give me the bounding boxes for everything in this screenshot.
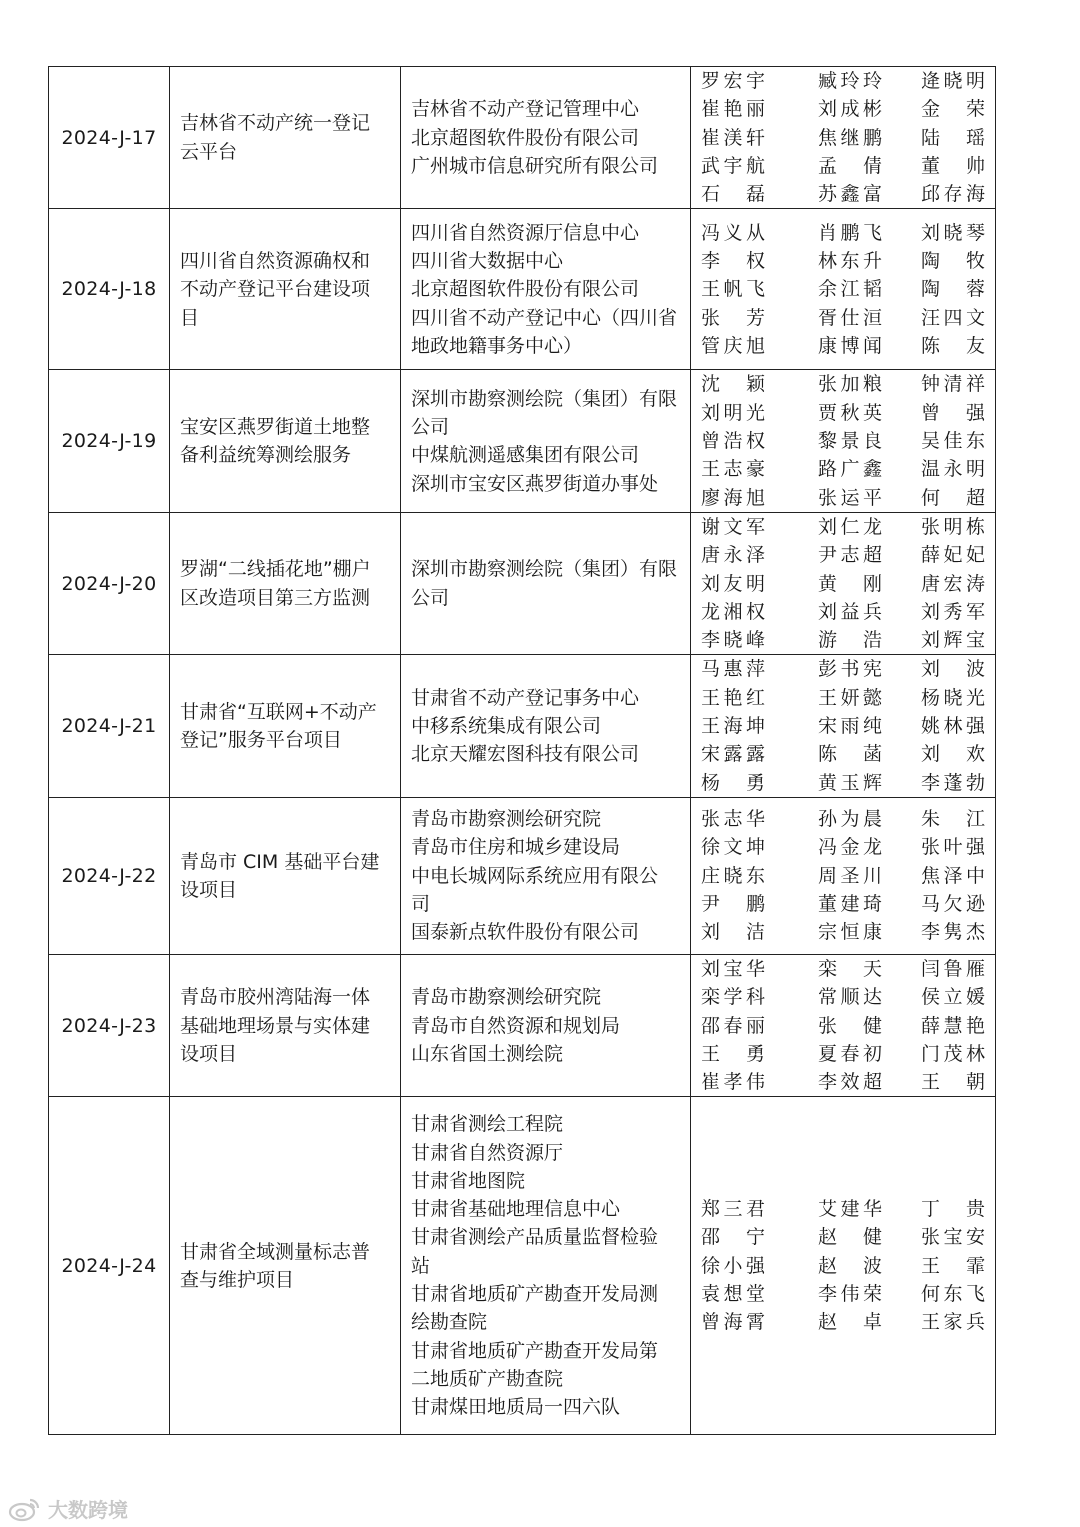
project-people	[691, 797, 996, 954]
people-row	[701, 455, 985, 483]
person-name: 刘辉宝	[921, 629, 985, 652]
person-name: 刘明光	[701, 401, 765, 424]
people-row	[701, 124, 985, 152]
organization-line: 青岛市自然资源和规划局	[411, 1014, 621, 1037]
organization-line: 北京超图软件股份有限公司	[411, 126, 640, 149]
person-name: 徐文坤	[701, 836, 765, 859]
person-name: 李伟荣	[818, 1283, 882, 1306]
person-name: 焦继鹏	[818, 126, 882, 149]
project-row	[49, 797, 996, 954]
people-row	[701, 684, 985, 712]
project-name-line: 甘肃省“互联网+不动产	[180, 700, 377, 723]
person-name: 崔艳丽	[701, 98, 765, 121]
person-name: 沈 颖	[701, 373, 765, 396]
person-name: 黄玉辉	[818, 771, 882, 794]
person-name: 徐小强	[701, 1254, 765, 1277]
person-name: 郑三君	[701, 1198, 765, 1221]
person-name: 尹志超	[818, 544, 882, 567]
person-name: 王家兵	[921, 1311, 985, 1334]
people-row	[701, 247, 985, 275]
project-people	[691, 1097, 996, 1435]
project-name-line: 罗湖“二线插花地”棚户	[180, 558, 371, 581]
organization-line: 甘肃省测绘工程院	[411, 1113, 564, 1136]
organization-line: 北京天耀宏图科技有限公司	[411, 743, 640, 766]
organization-line: 甘肃省地质矿产勘查开发局测	[411, 1283, 659, 1306]
organization-line: 中煤航测遥感集团有限公司	[411, 444, 640, 467]
organization-line: 中移系统集成有限公司	[411, 715, 602, 738]
person-name: 常顺达	[818, 986, 882, 1009]
person-name: 逄晓明	[921, 70, 985, 92]
project-row	[49, 67, 996, 209]
people-row	[701, 769, 985, 797]
organization-line: 二地质矿产勘查院	[411, 1367, 564, 1390]
organization-line: 青岛市勘察测绘研究院	[411, 808, 602, 831]
person-name: 夏春初	[818, 1042, 882, 1065]
people-row	[701, 740, 985, 768]
project-name-line: 云平台	[180, 140, 238, 163]
project-name	[170, 209, 401, 370]
person-name: 赵 波	[818, 1254, 882, 1277]
project-name-line: 目	[180, 306, 200, 329]
people-row	[701, 304, 985, 332]
person-name: 罗宏宇	[701, 70, 765, 92]
person-name: 黎景良	[818, 430, 882, 453]
project-name-line: 查与维护项目	[180, 1268, 295, 1291]
person-name: 庄晓东	[701, 864, 765, 887]
people-row	[701, 484, 985, 512]
project-name-line: 备利益统筹测绘服务	[180, 444, 352, 467]
person-name: 李蓬勃	[921, 771, 985, 794]
person-name: 宗恒康	[818, 921, 882, 944]
person-name: 刘仁龙	[818, 515, 882, 538]
person-name: 陈 友	[921, 334, 985, 357]
person-name: 臧玲玲	[818, 70, 882, 92]
person-name: 刘 欢	[921, 743, 985, 766]
person-name: 张 健	[818, 1014, 882, 1037]
person-name: 薛妃妃	[921, 544, 985, 567]
project-row	[49, 512, 996, 654]
person-name: 刘 洁	[701, 921, 765, 944]
person-name: 温永明	[921, 458, 985, 481]
person-name: 王海坤	[701, 715, 765, 738]
person-name: 马欠逊	[921, 893, 985, 916]
person-name: 杨晓光	[921, 686, 985, 709]
organization-line: 甘肃省自然资源厅	[411, 1141, 564, 1164]
project-organizations	[401, 512, 691, 654]
person-name: 汪四文	[921, 306, 985, 329]
project-people	[691, 655, 996, 797]
organization-line: 中电长城网际系统应用有限公	[411, 864, 659, 887]
person-name: 王 勇	[701, 1042, 765, 1065]
person-name: 刘成彬	[818, 98, 882, 121]
organization-line: 甘肃省测绘产品质量监督检验	[411, 1226, 659, 1249]
person-name: 吴佳东	[921, 430, 985, 453]
organization-line: 吉林省不动产登记管理中心	[411, 98, 640, 121]
person-name: 张加粮	[818, 373, 882, 396]
people-row	[701, 427, 985, 455]
person-name: 龙湘权	[701, 600, 765, 623]
weibo-logo-icon	[8, 1496, 42, 1522]
organization-line: 四川省不动产登记中心（四川省	[411, 306, 678, 329]
person-name: 宋露露	[701, 743, 765, 766]
project-name-line: 基础地理场景与实体建	[180, 1014, 371, 1037]
person-name: 石 磊	[701, 183, 765, 206]
project-people	[691, 67, 996, 209]
people-row	[701, 1195, 985, 1223]
project-people	[691, 209, 996, 370]
person-name: 肖鹏飞	[818, 221, 882, 244]
person-name: 门茂林	[921, 1042, 985, 1065]
project-name	[170, 1097, 401, 1435]
project-name-line: 吉林省不动产统一登记	[180, 112, 371, 135]
organization-line: 深圳市宝安区燕罗街道办事处	[411, 472, 659, 495]
project-people	[691, 954, 996, 1096]
project-row	[49, 954, 996, 1096]
project-name-line: 设项目	[180, 878, 238, 901]
people-row	[701, 833, 985, 861]
person-name: 黄 刚	[818, 572, 882, 595]
person-name: 陶 牧	[921, 250, 985, 273]
person-name: 张志华	[701, 808, 765, 831]
watermark	[8, 1494, 128, 1523]
person-name: 陈 菡	[818, 743, 882, 766]
person-name: 刘宝华	[701, 957, 765, 980]
project-name-line: 设项目	[180, 1042, 238, 1065]
people-row	[701, 1040, 985, 1068]
people-row	[701, 918, 985, 946]
organization-line: 深圳市勘察测绘院（集团）有限	[411, 387, 678, 410]
person-name: 陆 瑶	[921, 126, 985, 149]
project-row	[49, 370, 996, 512]
person-name: 薛慧艳	[921, 1014, 985, 1037]
person-name: 唐宏涛	[921, 572, 985, 595]
person-name: 冯金龙	[818, 836, 882, 859]
watermark-text: 大数跨境	[48, 1498, 128, 1522]
person-name: 金 荣	[921, 98, 985, 121]
person-name: 刘 波	[921, 658, 985, 681]
project-name-line: 青岛市 CIM 基础平台建	[180, 850, 380, 873]
person-name: 孟 倩	[818, 154, 882, 177]
project-id: 2024-J-19	[49, 370, 170, 512]
person-name: 宋雨纯	[818, 715, 882, 738]
people-row	[701, 95, 985, 123]
people-row	[701, 655, 985, 683]
person-name: 贾秋英	[818, 401, 882, 424]
person-name: 邱存海	[921, 183, 985, 206]
person-name: 袁想堂	[701, 1283, 765, 1306]
person-name: 杨 勇	[701, 771, 765, 794]
person-name: 彭书宪	[818, 658, 882, 681]
organization-line: 青岛市勘察测绘研究院	[411, 986, 602, 1009]
project-name	[170, 655, 401, 797]
project-name-line: 登记”服务平台项目	[180, 729, 342, 752]
person-name: 邵 宁	[701, 1226, 765, 1249]
person-name: 林东升	[818, 250, 882, 273]
people-row	[701, 152, 985, 180]
person-name: 胥仕洹	[818, 306, 882, 329]
organization-line: 甘肃省不动产登记事务中心	[411, 686, 640, 709]
people-row	[701, 180, 985, 208]
project-id: 2024-J-17	[49, 67, 170, 209]
person-name: 栾学科	[701, 986, 765, 1009]
project-people	[691, 370, 996, 512]
organization-line: 北京超图软件股份有限公司	[411, 278, 640, 301]
person-name: 王 朝	[921, 1071, 985, 1094]
organization-line: 司	[411, 893, 431, 916]
person-name: 康博闻	[818, 334, 882, 357]
organization-line: 甘肃煤田地质局一四六队	[411, 1396, 621, 1419]
people-row	[701, 1223, 985, 1251]
person-name: 余江韬	[818, 278, 882, 301]
person-name: 李晓峰	[701, 629, 765, 652]
project-id: 2024-J-23	[49, 954, 170, 1096]
project-people	[691, 512, 996, 654]
people-row	[701, 890, 985, 918]
person-name: 焦泽中	[921, 864, 985, 887]
person-name: 谢文军	[701, 515, 765, 538]
organization-line: 国泰新点软件股份有限公司	[411, 921, 640, 944]
people-row	[701, 626, 985, 654]
organization-line: 甘肃省地图院	[411, 1169, 526, 1192]
person-name: 李效超	[818, 1071, 882, 1094]
person-name: 张明栋	[921, 515, 985, 538]
project-name	[170, 797, 401, 954]
project-id: 2024-J-22	[49, 797, 170, 954]
project-id: 2024-J-20	[49, 512, 170, 654]
organization-line: 公司	[411, 415, 450, 438]
organization-line: 四川省大数据中心	[411, 250, 564, 273]
people-row	[701, 862, 985, 890]
project-name	[170, 370, 401, 512]
person-name: 曾浩权	[701, 430, 765, 453]
project-name	[170, 954, 401, 1096]
person-name: 姚林强	[921, 715, 985, 738]
person-name: 丁 贵	[921, 1198, 985, 1221]
person-name: 游 浩	[818, 629, 882, 652]
person-name: 苏鑫富	[818, 183, 882, 206]
person-name: 陶 蓉	[921, 278, 985, 301]
person-name: 赵 卓	[818, 1311, 882, 1334]
person-name: 朱 江	[921, 808, 985, 831]
person-name: 王志豪	[701, 458, 765, 481]
project-name	[170, 67, 401, 209]
people-row	[701, 598, 985, 626]
organization-line: 站	[411, 1254, 431, 1277]
people-row	[701, 1308, 985, 1336]
person-name: 崔孝伟	[701, 1071, 765, 1094]
project-organizations	[401, 655, 691, 797]
project-id: 2024-J-24	[49, 1097, 170, 1435]
people-row	[701, 1252, 985, 1280]
project-organizations	[401, 797, 691, 954]
person-name: 廖海旭	[701, 486, 765, 509]
person-name: 唐永泽	[701, 544, 765, 567]
organization-line: 地政地籍事务中心）	[411, 334, 583, 357]
person-name: 赵 健	[818, 1226, 882, 1249]
person-name: 马惠萍	[701, 658, 765, 681]
organization-line: 深圳市勘察测绘院（集团）有限	[411, 558, 678, 581]
person-name: 管庆旭	[701, 334, 765, 357]
person-name: 王 霏	[921, 1254, 985, 1277]
person-name: 冯义从	[701, 221, 765, 244]
person-name: 王妍懿	[818, 686, 882, 709]
people-row	[701, 712, 985, 740]
project-name-line: 甘肃省全域测量标志普	[180, 1240, 371, 1263]
organization-line: 甘肃省地质矿产勘查开发局第	[411, 1339, 659, 1362]
project-name-line: 区改造项目第三方监测	[180, 586, 371, 609]
person-name: 尹 鹏	[701, 893, 765, 916]
person-name: 刘友明	[701, 572, 765, 595]
person-name: 钟清祥	[921, 373, 985, 396]
awards-table-body	[49, 67, 996, 1435]
project-organizations	[401, 954, 691, 1096]
organization-line: 青岛市住房和城乡建设局	[411, 836, 621, 859]
people-row	[701, 399, 985, 427]
project-row	[49, 1097, 996, 1435]
person-name: 刘晓琴	[921, 221, 985, 244]
person-name: 栾 天	[818, 957, 882, 980]
people-row	[701, 983, 985, 1011]
project-id: 2024-J-18	[49, 209, 170, 370]
person-name: 董 帅	[921, 154, 985, 177]
person-name: 王艳红	[701, 686, 765, 709]
people-row	[701, 332, 985, 360]
project-name-line: 不动产登记平台建设项	[180, 278, 371, 301]
person-name: 刘益兵	[818, 600, 882, 623]
people-row	[701, 805, 985, 833]
people-row	[701, 541, 985, 569]
people-row	[701, 275, 985, 303]
person-name: 侯立媛	[921, 986, 985, 1009]
awards-table	[48, 66, 996, 1435]
person-name: 何 超	[921, 486, 985, 509]
organization-line: 甘肃省基础地理信息中心	[411, 1198, 621, 1221]
person-name: 邵春丽	[701, 1014, 765, 1037]
project-name	[170, 512, 401, 654]
person-name: 何东飞	[921, 1283, 985, 1306]
organization-line: 四川省自然资源厅信息中心	[411, 221, 640, 244]
people-row	[701, 1012, 985, 1040]
project-organizations	[401, 209, 691, 370]
person-name: 张运平	[818, 486, 882, 509]
person-name: 刘秀军	[921, 600, 985, 623]
person-name: 李隽杰	[921, 921, 985, 944]
people-row	[701, 67, 985, 95]
person-name: 张叶强	[921, 836, 985, 859]
people-row	[701, 513, 985, 541]
people-row	[701, 1280, 985, 1308]
project-id: 2024-J-21	[49, 655, 170, 797]
project-organizations	[401, 1097, 691, 1435]
person-name: 董建琦	[818, 893, 882, 916]
people-row	[701, 955, 985, 983]
person-name: 周圣川	[818, 864, 882, 887]
project-name-line: 四川省自然资源确权和	[180, 250, 371, 273]
person-name: 武宇航	[701, 154, 765, 177]
person-name: 王帆飞	[701, 278, 765, 301]
person-name: 张 芳	[701, 306, 765, 329]
person-name: 李 权	[701, 250, 765, 273]
organization-line: 公司	[411, 586, 450, 609]
person-name: 崔渼轩	[701, 126, 765, 149]
person-name: 曾 强	[921, 401, 985, 424]
person-name: 路广鑫	[818, 458, 882, 481]
person-name: 张宝安	[921, 1226, 985, 1249]
project-row	[49, 209, 996, 370]
organization-line: 绘勘查院	[411, 1311, 488, 1334]
people-row	[701, 1068, 985, 1096]
organization-line: 广州城市信息研究所有限公司	[411, 154, 659, 177]
project-row	[49, 655, 996, 797]
person-name: 孙为晨	[818, 808, 882, 831]
person-name: 曾海霄	[701, 1311, 765, 1334]
project-name-line: 宝安区燕罗街道土地整	[180, 415, 371, 438]
project-name-line: 青岛市胶州湾陆海一体	[180, 986, 371, 1009]
people-row	[701, 219, 985, 247]
project-organizations	[401, 370, 691, 512]
person-name: 闫鲁雁	[921, 957, 985, 980]
organization-line: 山东省国土测绘院	[411, 1042, 564, 1065]
people-row	[701, 370, 985, 398]
people-row	[701, 570, 985, 598]
person-name: 艾建华	[818, 1198, 882, 1221]
project-organizations	[401, 67, 691, 209]
